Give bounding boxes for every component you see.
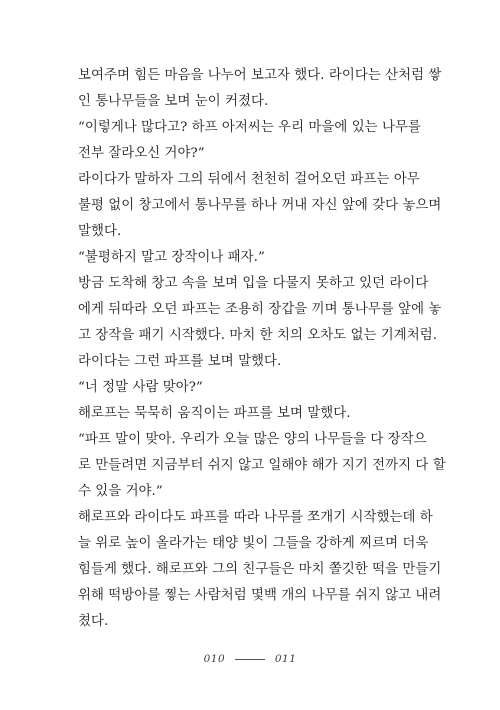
text-line: “이렇게나 많다고? 하프 아저씨는 우리 마을에 있는 나무를 <box>78 120 421 135</box>
text-line: 해로프와 라이다도 파프를 따라 나무를 쪼개기 시작했는데 하 <box>78 510 433 525</box>
text-line: 불평 없이 창고에서 통나무를 하나 꺼내 자신 앞에 갖다 놓으며 <box>78 198 442 213</box>
text-line: 방금 도착해 창고 속을 보며 입을 다물지 못하고 있던 라이다 <box>78 276 429 291</box>
text-line: 전부 잘라오신 거야?” <box>78 146 205 161</box>
text-line: “너 정말 사람 맞아?” <box>78 380 203 395</box>
text-line: 말했다. <box>78 224 122 239</box>
text-line: 보여주며 힘든 마음을 나누어 보고자 했다. 라이다는 산처럼 쌓 <box>78 68 442 83</box>
page-numbers <box>0 653 500 665</box>
text-line: “파프 말이 맞아. 우리가 오늘 많은 양의 나무들을 다 장작으 <box>78 432 427 447</box>
text-line: 해로프는 묵묵히 움직이는 파프를 보며 말했다. <box>78 406 351 421</box>
text-line: 에게 뒤따라 오던 파프는 조용히 장갑을 끼며 통나무를 앞에 놓 <box>78 302 442 317</box>
text-line: 로 만들려면 지금부터 쉬지 않고 일해야 해가 지기 전까지 다 할 <box>78 458 446 473</box>
text-line: 인 통나무들을 보며 눈이 커졌다. <box>78 94 269 109</box>
text-line: 고 장작을 패기 시작했다. 마치 한 치의 오차도 없는 기계처럼. <box>78 328 438 343</box>
left-page-number: 010 <box>203 653 226 665</box>
text-line: 라이다는 그런 파프를 보며 말했다. <box>78 354 282 369</box>
text-line: 늘 위로 높이 올라가는 태양 빛이 그들을 강하게 찌르며 더욱 <box>78 536 429 551</box>
text-line: 쳤다. <box>78 614 109 629</box>
right-page-number: 011 <box>274 653 297 665</box>
text-line: 수 있을 거야.” <box>78 484 163 499</box>
page-number-separator <box>235 659 265 660</box>
text-line: 라이다가 말하자 그의 뒤에서 천천히 걸어오던 파프는 아무 <box>78 172 420 187</box>
text-line: 힘들게 했다. 해로프와 그의 친구들은 마치 쫄깃한 떡을 만들기 <box>78 562 442 577</box>
text-line: “불평하지 말고 장작이나 패자.” <box>78 250 265 265</box>
text-line: 위해 떡방아를 찧는 사람처럼 몇백 개의 나무를 쉬지 않고 내려 <box>78 588 442 603</box>
